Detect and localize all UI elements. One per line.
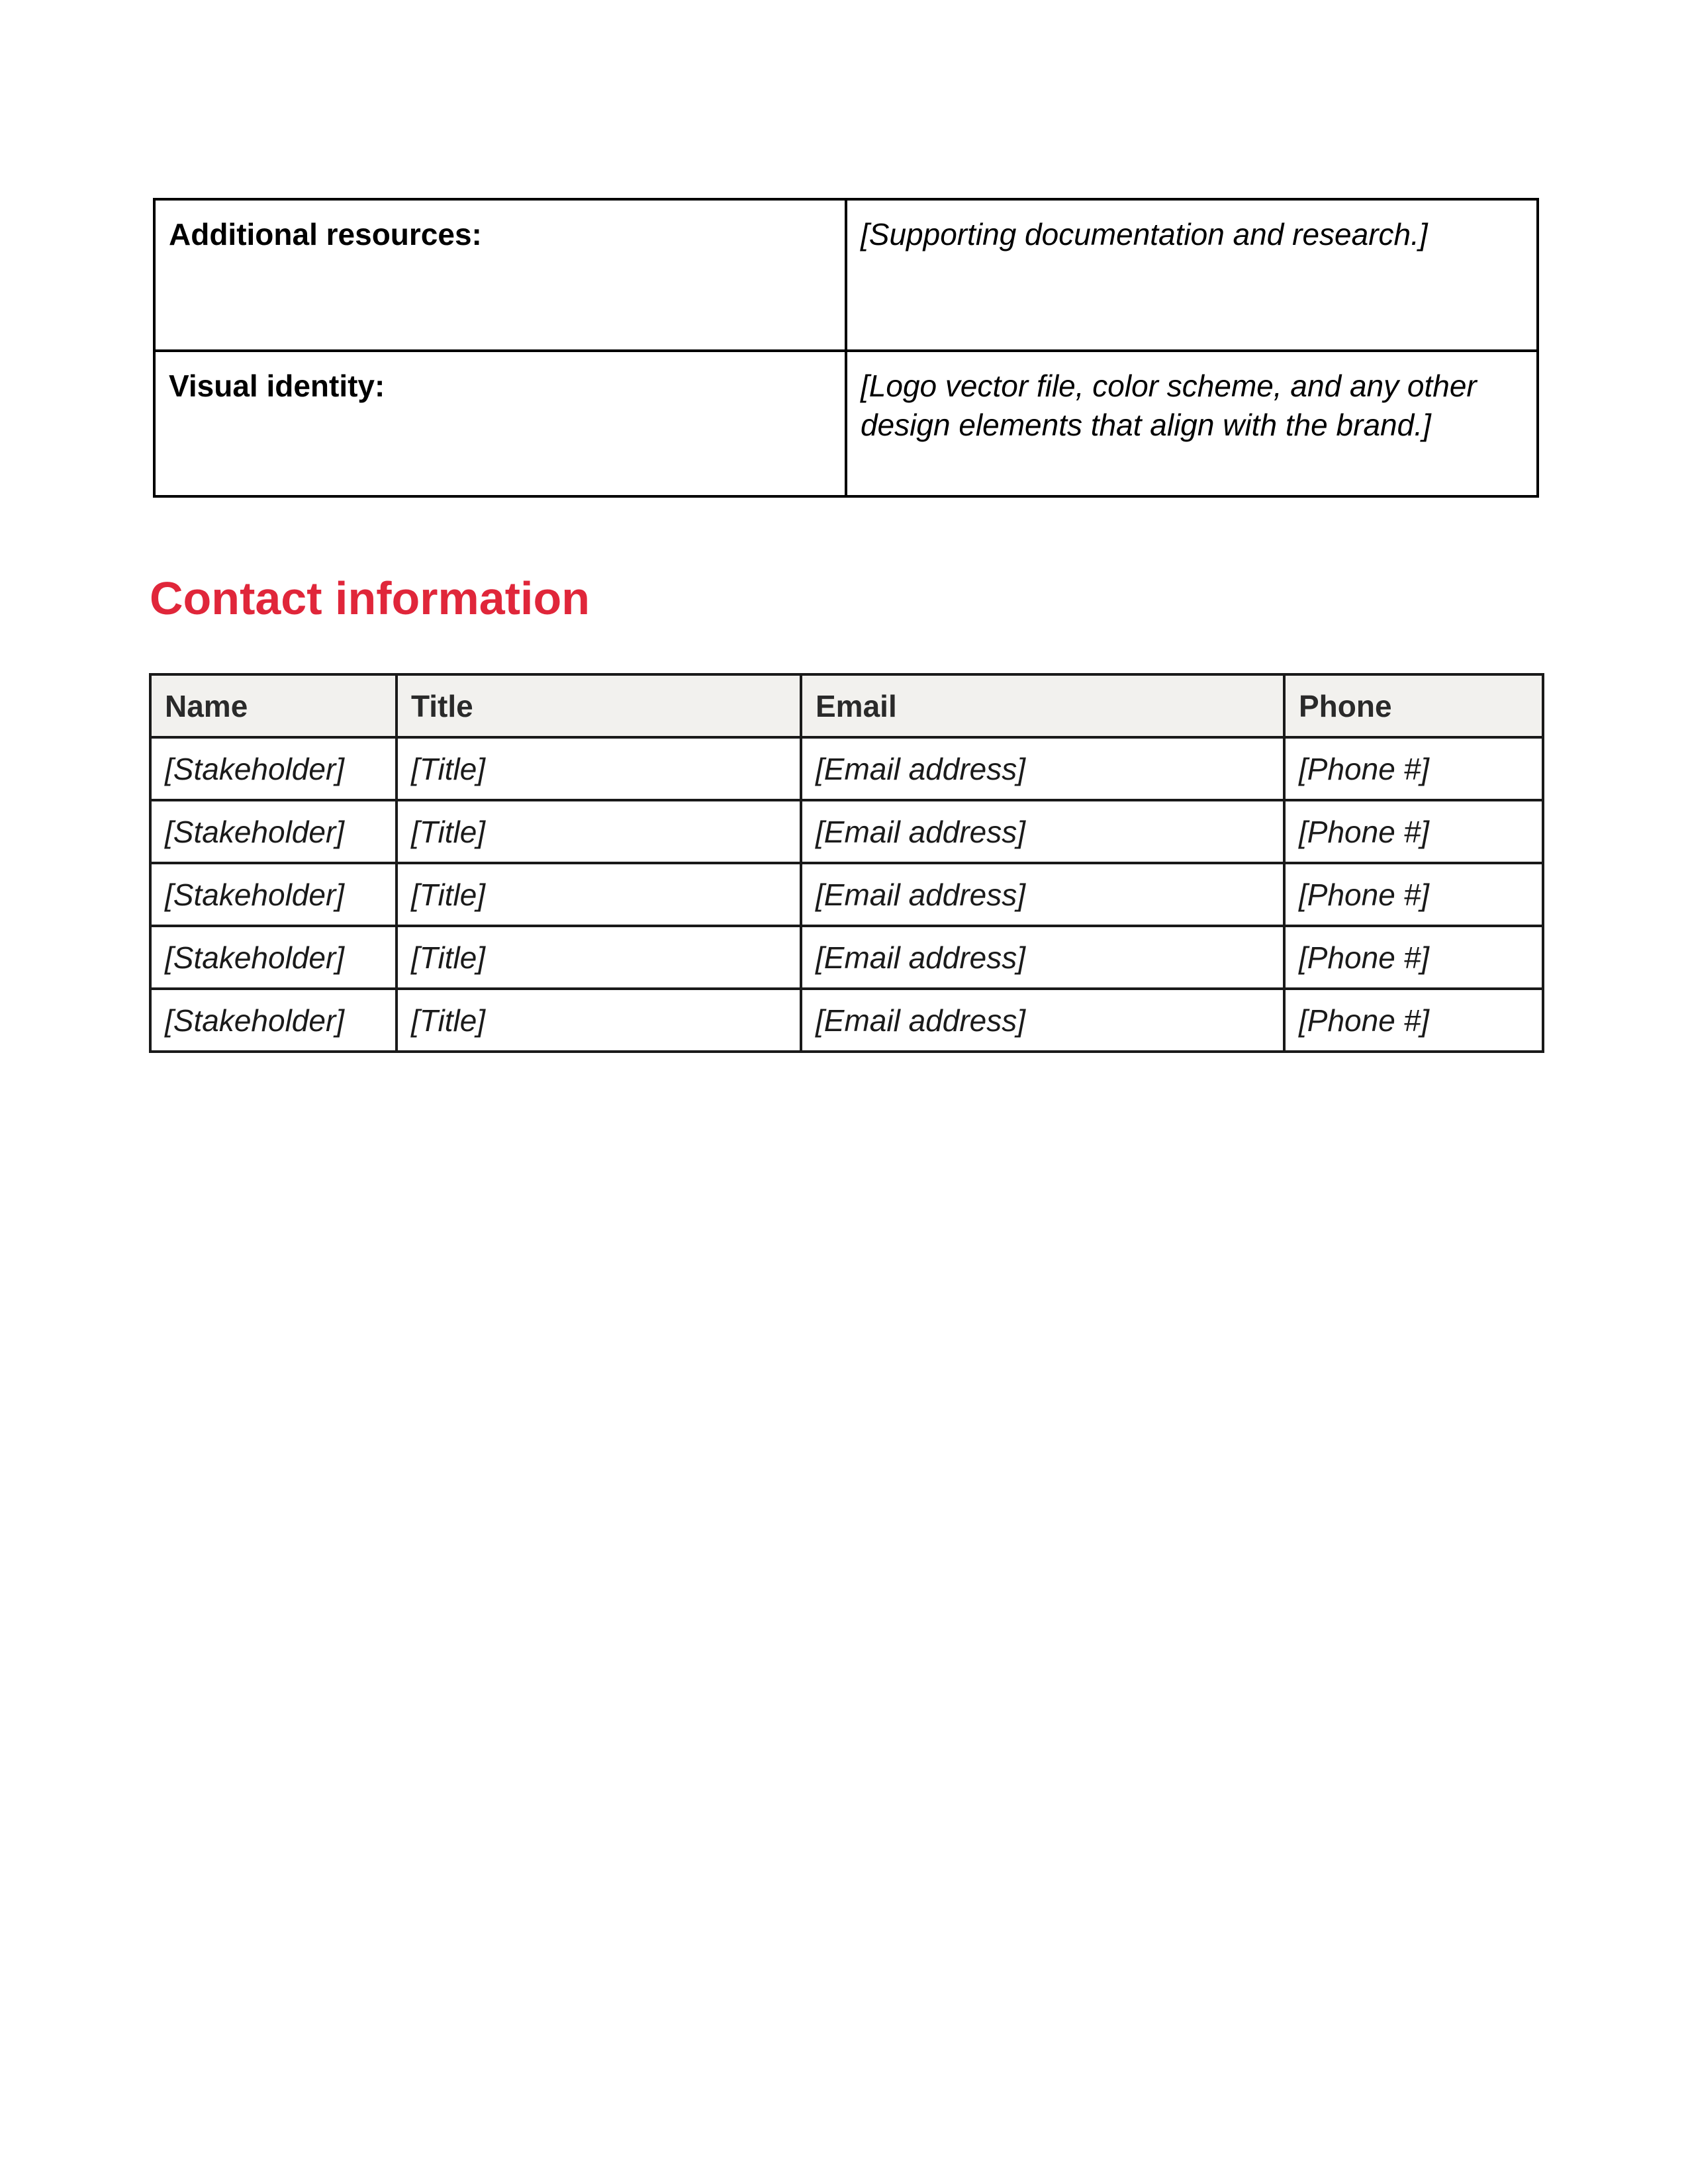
table-row	[150, 989, 1543, 1052]
stakeholder-cell[interactable]: [Stakeholder]	[150, 800, 397, 863]
stakeholder-cell[interactable]: [Stakeholder]	[150, 863, 397, 926]
stakeholder-cell[interactable]: [Stakeholder]	[150, 989, 397, 1052]
title-cell[interactable]: [Title]	[397, 863, 801, 926]
additional-resources-label: Additional resources:	[154, 199, 846, 351]
table-header-row	[150, 674, 1543, 737]
title-cell[interactable]: [Title]	[397, 800, 801, 863]
stakeholder-cell[interactable]: [Stakeholder]	[150, 737, 397, 800]
visual-identity-value[interactable]: [Logo vector file, color scheme, and any other design elements that align with the brand.]	[846, 351, 1538, 496]
contact-table	[149, 673, 1544, 1053]
column-header-title: Title	[397, 674, 801, 737]
visual-identity-label: Visual identity:	[154, 351, 846, 496]
table-row	[150, 926, 1543, 989]
column-header-phone: Phone	[1284, 674, 1543, 737]
column-header-email: Email	[801, 674, 1284, 737]
table-row	[154, 351, 1538, 496]
column-header-name: Name	[150, 674, 397, 737]
title-cell[interactable]: [Title]	[397, 989, 801, 1052]
phone-cell[interactable]: [Phone #]	[1284, 737, 1543, 800]
phone-cell[interactable]: [Phone #]	[1284, 989, 1543, 1052]
email-cell[interactable]: [Email address]	[801, 800, 1284, 863]
email-cell[interactable]: [Email address]	[801, 737, 1284, 800]
email-cell[interactable]: [Email address]	[801, 926, 1284, 989]
phone-cell[interactable]: [Phone #]	[1284, 926, 1543, 989]
title-cell[interactable]: [Title]	[397, 737, 801, 800]
stakeholder-cell[interactable]: [Stakeholder]	[150, 926, 397, 989]
phone-cell[interactable]: [Phone #]	[1284, 863, 1543, 926]
additional-resources-value[interactable]: [Supporting documentation and research.]	[846, 199, 1538, 351]
resources-table	[153, 198, 1539, 498]
table-row	[150, 737, 1543, 800]
table-row	[154, 199, 1538, 351]
table-row	[150, 800, 1543, 863]
email-cell[interactable]: [Email address]	[801, 989, 1284, 1052]
email-cell[interactable]: [Email address]	[801, 863, 1284, 926]
title-cell[interactable]: [Title]	[397, 926, 801, 989]
phone-cell[interactable]: [Phone #]	[1284, 800, 1543, 863]
table-row	[150, 863, 1543, 926]
contact-information-heading: Contact information	[150, 572, 590, 624]
